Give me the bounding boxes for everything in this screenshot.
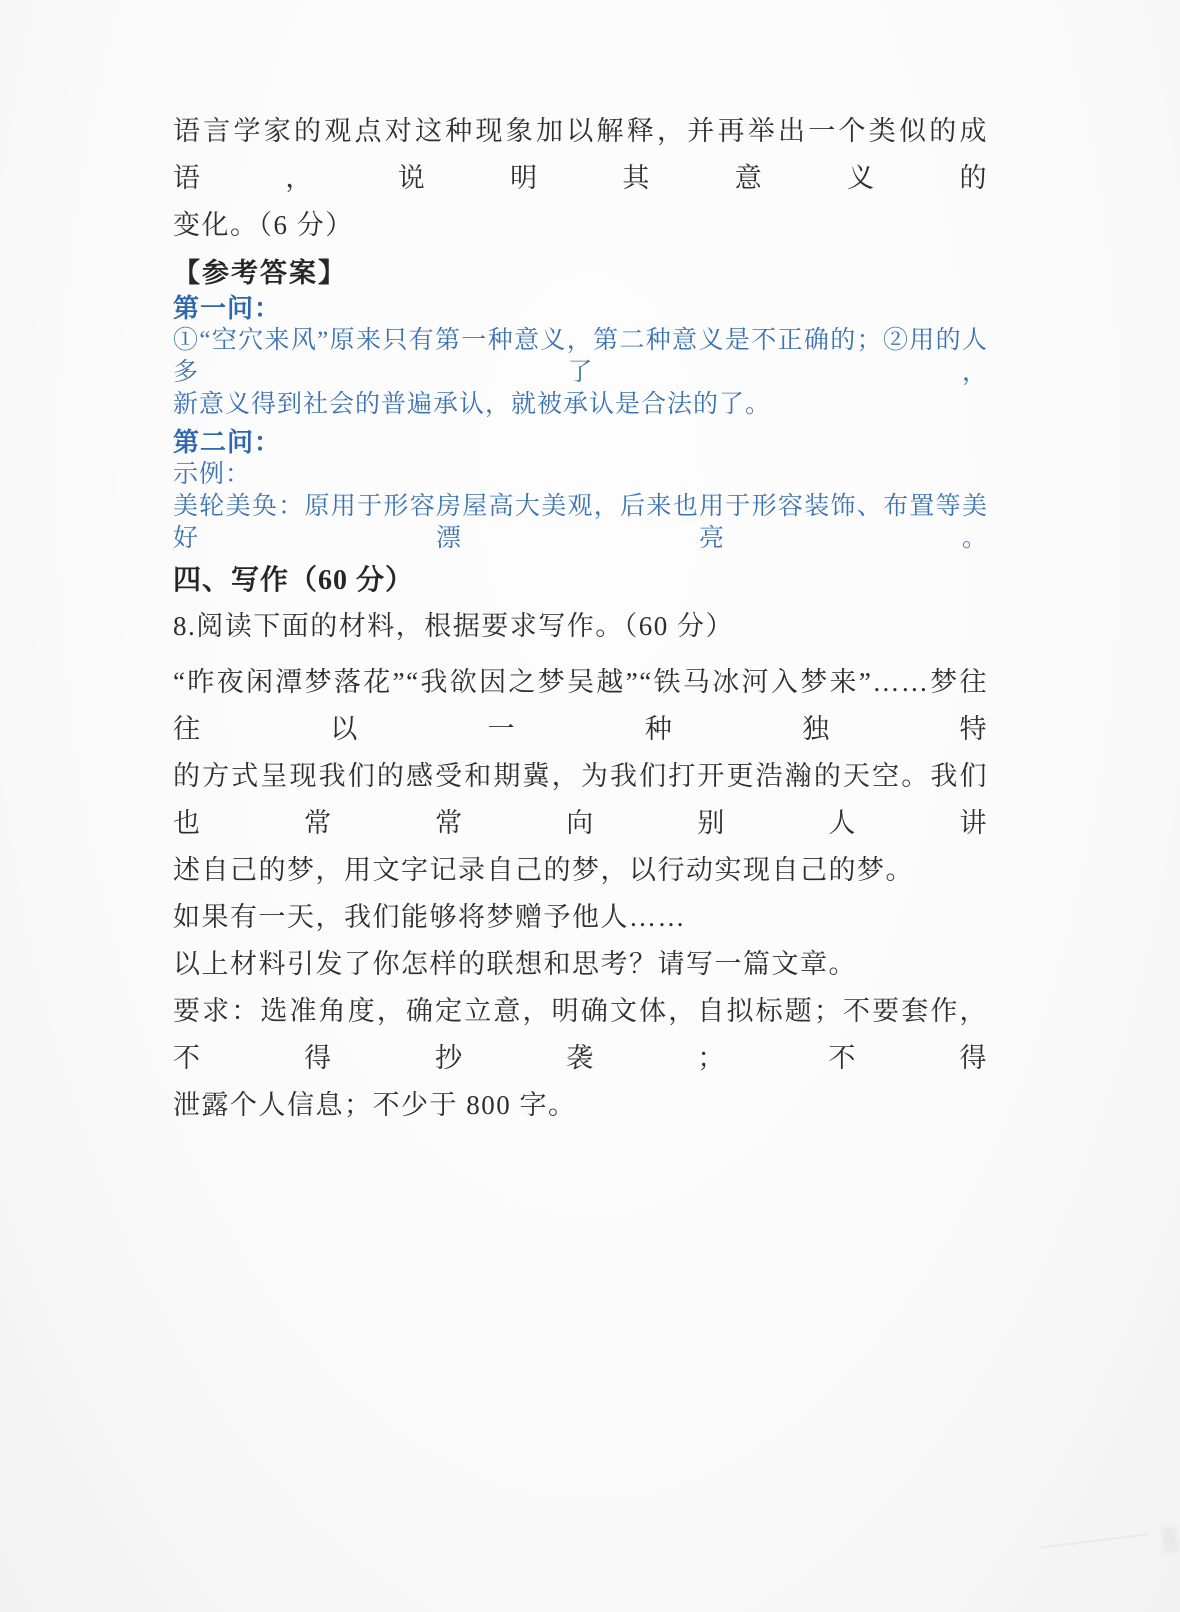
first-question-heading: 第一问： <box>173 294 282 323</box>
example-label: 示例： <box>173 461 252 488</box>
writing-task-line: 8.阅读下面的材料，根据要求写作。（60 分） <box>173 611 734 641</box>
example-answer-line: 美轮美奂：原用于形容房屋高大美观，后来也用于形容装饰、布置等美好漂亮。 <box>173 493 988 552</box>
second-question-heading: 第二问： <box>173 428 282 457</box>
material-line: 述自己的梦，用文字记录自己的梦，以行动实现自己的梦。 <box>173 855 914 885</box>
page-smudge-mark <box>1039 1533 1151 1568</box>
question-text-line: 语言学家的观点对这种现象加以解释，并再举出一个类似的成语，说明其意义的 <box>173 116 988 193</box>
first-answer-line: ①“空穴来风”原来只有第一种意义，第二种意义是不正确的；②用的人多了， <box>173 327 988 386</box>
material-line: 如果有一天，我们能够将梦赠予他人…… <box>173 902 686 932</box>
section-heading-writing: 四、写作（60 分） <box>173 565 415 596</box>
first-answer-line: 新意义得到社会的普遍承认，就被承认是合法的了。 <box>173 391 772 418</box>
exam-document-content <box>173 108 988 1129</box>
requirements-line: 要求：选准角度，确定立意，明确文体，自拟标题；不要套作，不得抄袭；不得 <box>173 996 988 1073</box>
reference-answer-heading: 【参考答案】 <box>173 258 347 288</box>
material-line: “昨夜闲潭梦落花”“我欲因之梦吴越”“铁马冰河入梦来”……梦往往以一种独特 <box>173 667 988 744</box>
requirements-line: 泄露个人信息；不少于 800 字。 <box>173 1090 577 1120</box>
prompt-line: 以上材料引发了你怎样的联想和思考？请写一篇文章。 <box>173 949 857 979</box>
question-text-line: 变化。（6 分） <box>173 210 354 240</box>
material-line: 的方式呈现我们的感受和期冀，为我们打开更浩瀚的天空。我们也常常向别人讲 <box>173 761 988 838</box>
